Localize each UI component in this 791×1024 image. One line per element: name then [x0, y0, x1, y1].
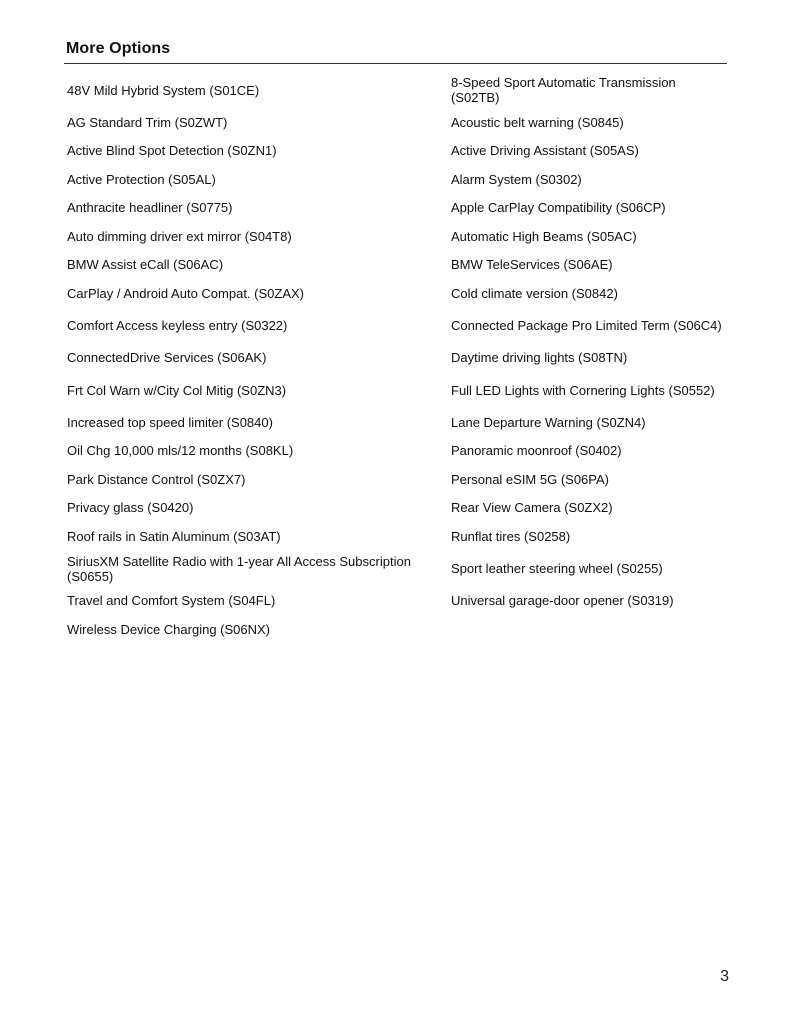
option-item-left: Frt Col Warn w/City Col Mitig (S0ZN3) — [67, 382, 287, 398]
section-divider — [64, 63, 727, 64]
option-item-right: Panoramic moonroof (S0402) — [451, 443, 622, 459]
option-item-left: Travel and Comfort System (S04FL) — [67, 593, 276, 609]
option-item-right: Alarm System (S0302) — [451, 171, 582, 187]
page-number: 3 — [720, 968, 729, 985]
option-item-right: Connected Package Pro Limited Term (S06C4) — [451, 318, 722, 333]
option-item-left: Privacy glass (S0420) — [67, 500, 194, 516]
option-item-right: Full LED Lights with Cornering Lights (S0552) — [451, 382, 715, 398]
option-item-left: ConnectedDrive Services (S06AK) — [67, 350, 267, 366]
option-item-right: Runflat tires (S0258) — [451, 528, 571, 544]
options-list — [67, 72, 727, 644]
option-item-right: Daytime driving lights (S08TN) — [451, 350, 628, 366]
option-item-right: 8-Speed Sport Automatic Transmission (S02TB) — [451, 75, 676, 105]
option-item-left: Active Blind Spot Detection (S0ZN1) — [67, 143, 277, 159]
option-item-right: Personal eSIM 5G (S06PA) — [451, 471, 609, 487]
section-title: More Options — [66, 40, 171, 57]
option-item-right: BMW TeleServices (S06AE) — [451, 257, 613, 273]
option-item-right: Universal garage-door opener (S0319) — [451, 593, 674, 609]
option-item-right — [451, 615, 727, 644]
option-item-left: Increased top speed limiter (S0840) — [67, 414, 273, 430]
option-item-left: Anthracite headliner (S0775) — [67, 200, 233, 216]
option-item-right: Acoustic belt warning (S0845) — [451, 114, 624, 130]
option-item-right: Lane Departure Warning (S0ZN4) — [451, 414, 646, 430]
option-item-left: Wireless Device Charging (S06NX) — [67, 621, 271, 637]
option-item-left: Oil Chg 10,000 mls/12 months (S08KL) — [67, 443, 294, 459]
option-item-left: Park Distance Control (S0ZX7) — [67, 471, 246, 487]
option-item-left: Comfort Access keyless entry (S0322) — [67, 318, 288, 333]
option-item-left: BMW Assist eCall (S06AC) — [67, 257, 224, 273]
option-item-left: Active Protection (S05AL) — [67, 171, 216, 187]
option-item-right: Automatic High Beams (S05AC) — [451, 228, 637, 244]
option-item-right: Sport leather steering wheel (S0255) — [451, 561, 663, 576]
option-item-left: SiriusXM Satellite Radio with 1-year All Access Subscription (S0655) — [67, 553, 411, 584]
option-item-right: Rear View Camera (S0ZX2) — [451, 500, 613, 516]
option-item-left: 48V Mild Hybrid System (S01CE) — [67, 82, 260, 98]
option-item-left: AG Standard Trim (S0ZWT) — [67, 114, 228, 130]
option-item-right: Active Driving Assistant (S05AS) — [451, 143, 639, 159]
option-item-right: Cold climate version (S0842) — [451, 285, 618, 301]
option-item-left: CarPlay / Android Auto Compat. (S0ZAX) — [67, 285, 304, 301]
option-item-left: Auto dimming driver ext mirror (S04T8) — [67, 228, 292, 244]
option-item-left: Roof rails in Satin Aluminum (S03AT) — [67, 528, 281, 544]
option-item-right: Apple CarPlay Compatibility (S06CP) — [451, 200, 666, 216]
